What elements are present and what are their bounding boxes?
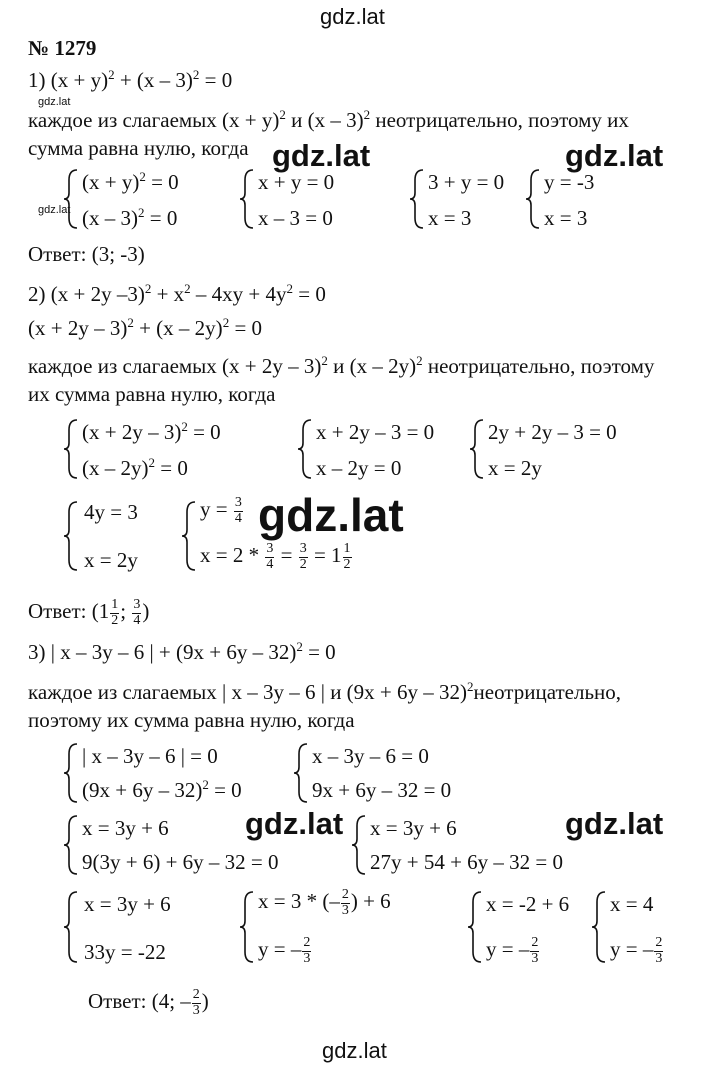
watermark-small-1: gdz.lat bbox=[38, 96, 71, 108]
p1-sys3-line-a: 3 + y = 0 bbox=[428, 170, 505, 194]
p1-sys3-line-b: x = 3 bbox=[428, 206, 472, 230]
p3-brace-1 bbox=[62, 742, 80, 804]
fraction-3-4: $\frac{3}{4}$ bbox=[234, 495, 242, 526]
p2-sys2-line-b: x – 2y = 0 bbox=[316, 456, 402, 480]
fraction-2-3: $\frac{2}{3}$ bbox=[531, 935, 539, 966]
p3-sys4-line-a: x = 3y + 6 bbox=[370, 816, 457, 840]
p2-equation-2: $(x + 2y - 3)^2 + (x - 2y)^2 = 0$ bbox=[28, 315, 263, 340]
p3-explanation-line-2: поэтому их сумма равна нулю, когда bbox=[28, 708, 355, 732]
p2-explanation-line-2: их сумма равна нулю, когда bbox=[28, 382, 276, 406]
p3-equation: 3) | x – 3y – 6 | + $(9x + 6y - 32)^2 = 0$ bbox=[28, 639, 336, 664]
p3-sys1-line-a: | x – 3y – 6 | = 0 bbox=[82, 744, 218, 768]
p3-sys5-line-b: 33y = -22 bbox=[84, 940, 166, 964]
p1-brace-4 bbox=[524, 168, 542, 230]
p2-brace-2 bbox=[296, 418, 314, 480]
p1-sys1-line-b: (x – 3)$^2$ = 0 bbox=[82, 205, 178, 230]
p3-brace-4 bbox=[350, 814, 368, 876]
p1-sys4-line-b: x = 3 bbox=[544, 206, 588, 230]
p3-sys3-line-a: x = 3y + 6 bbox=[82, 816, 169, 840]
p3-sys4-line-b: 27y + 54 + 6y – 32 = 0 bbox=[370, 850, 564, 874]
fraction-3-4: $\frac{3}{4}$ bbox=[266, 541, 274, 572]
p2-brace-4 bbox=[62, 500, 80, 572]
p1-explanation-line-1: каждое из слагаемых $(x + y)^2$ и (x – 3)$^2$ неотрицательно, поэтому их bbox=[28, 107, 629, 132]
p2-sys5-line-b: x = 2 * $\frac{3}{4}$ = $\frac{3}{2}$ = 1 $\frac{1}{2}$ bbox=[200, 541, 351, 572]
p1-brace-1 bbox=[62, 168, 80, 230]
watermark-small-2: gdz.lat bbox=[38, 204, 71, 216]
p3-sys6-line-b: y = – $\frac{2}{3}$ bbox=[258, 935, 311, 966]
fraction-2-3: $\frac{2}{3}$ bbox=[303, 935, 311, 966]
p1-answer: Ответ: (3; -3) bbox=[28, 242, 145, 266]
p3-brace-2 bbox=[292, 742, 310, 804]
p3-sys7-line-b: y = – $\frac{2}{3}$ bbox=[486, 935, 539, 966]
p1-sys2-line-a: x + y = 0 bbox=[258, 170, 335, 194]
p2-explanation-line-1: каждое из слагаемых $(x + 2y - 3)^2$ и (x – 2y)$^2$ неотрицательно, поэтому bbox=[28, 353, 655, 378]
watermark-center: gdz.lat bbox=[258, 489, 404, 541]
p3-sys2-line-a: x – 3y – 6 = 0 bbox=[312, 744, 429, 768]
p3-explanation-line-1: каждое из слагаемых | x – 3y – 6 | и $(9x + 6y - 32)^2неотрицательно$, bbox=[28, 679, 622, 704]
watermark-top: gdz.lat bbox=[320, 4, 385, 29]
p2-brace-5 bbox=[180, 500, 198, 572]
p3-sys8-line-a: x = 4 bbox=[610, 892, 654, 916]
watermark-big-2: gdz.lat bbox=[565, 138, 664, 173]
watermark-big-1: gdz.lat bbox=[272, 138, 371, 173]
p3-brace-8 bbox=[590, 890, 608, 964]
p1-brace-3 bbox=[408, 168, 426, 230]
watermark-big-3: gdz.lat bbox=[245, 806, 344, 841]
p2-brace-3 bbox=[468, 418, 486, 480]
fraction-3-2: $\frac{3}{2}$ bbox=[299, 541, 307, 572]
fraction-3-4: $\frac{3}{4}$ bbox=[133, 597, 141, 628]
p3-brace-6 bbox=[238, 890, 256, 964]
p3-brace-5 bbox=[62, 890, 80, 964]
p3-sys2-line-b: 9x + 6y – 32 = 0 bbox=[312, 778, 452, 802]
watermark-bottom: gdz.lat bbox=[322, 1038, 387, 1063]
p1-brace-2 bbox=[238, 168, 256, 230]
p3-sys6-line-a: x = 3 * (– $\frac{2}{3}$ ) + 6 bbox=[258, 887, 391, 918]
p1-sys2-line-b: x – 3 = 0 bbox=[258, 206, 333, 230]
p2-sys3-line-b: x = 2y bbox=[488, 456, 542, 480]
p2-sys5-line-a: y = $\frac{3}{4}$ bbox=[200, 495, 242, 526]
problem-number: № 1279 bbox=[28, 36, 97, 60]
p1-explanation-line-2: сумма равна нулю, когда bbox=[28, 136, 249, 160]
p2-brace-1 bbox=[62, 418, 80, 480]
p3-sys7-line-a: x = -2 + 6 bbox=[486, 892, 570, 916]
p1-equation: 1) $(x + y)^2 + (x - 3)^2 = 0$ bbox=[28, 67, 233, 92]
p3-brace-7 bbox=[466, 890, 484, 964]
p2-sys4-line-b: x = 2y bbox=[84, 548, 138, 572]
p3-brace-3 bbox=[62, 814, 80, 876]
p2-sys1-line-b: (x – 2y)$^2$ = 0 bbox=[82, 455, 188, 480]
watermark-big-4: gdz.lat bbox=[565, 806, 664, 841]
p3-sys1-line-b: $(9x + 6y - 32)^2 = 0$ bbox=[82, 777, 242, 802]
p3-sys3-line-b: 9(3y + 6) + 6y – 32 = 0 bbox=[82, 850, 279, 874]
p2-answer: Ответ: (1 $\frac{1}{2}$ ; $\frac{3}{4}$ ) bbox=[28, 597, 150, 628]
fraction-1-2: $\frac{1}{2}$ bbox=[111, 597, 119, 628]
p3-sys5-line-a: x = 3y + 6 bbox=[84, 892, 171, 916]
fraction-2-3: $\frac{2}{3}$ bbox=[655, 935, 663, 966]
p2-sys3-line-a: 2y + 2y – 3 = 0 bbox=[488, 420, 617, 444]
p2-sys2-line-a: x + 2y – 3 = 0 bbox=[316, 420, 435, 444]
p1-sys4-line-a: y = -3 bbox=[544, 170, 595, 194]
p3-answer: Ответ: (4; – $\frac{2}{3}$ ) bbox=[88, 987, 209, 1018]
p3-sys8-line-b: y = – $\frac{2}{3}$ bbox=[610, 935, 663, 966]
p2-equation-1: 2) (x + 2y $-3)^2 + x^2 - 4xy + 4y^2 = 0$ bbox=[28, 281, 326, 306]
p2-sys4-line-a: 4y = 3 bbox=[84, 500, 138, 524]
p1-sys1-line-a: $(x + y)^2 = 0$ bbox=[82, 169, 179, 194]
p2-sys1-line-a: $(x + 2y - 3)^2 = 0$ bbox=[82, 419, 221, 444]
fraction-2-3: $\frac{2}{3}$ bbox=[192, 987, 200, 1018]
fraction-2-3: $\frac{2}{3}$ bbox=[341, 887, 349, 918]
fraction-1-2: $\frac{1}{2}$ bbox=[343, 541, 351, 572]
